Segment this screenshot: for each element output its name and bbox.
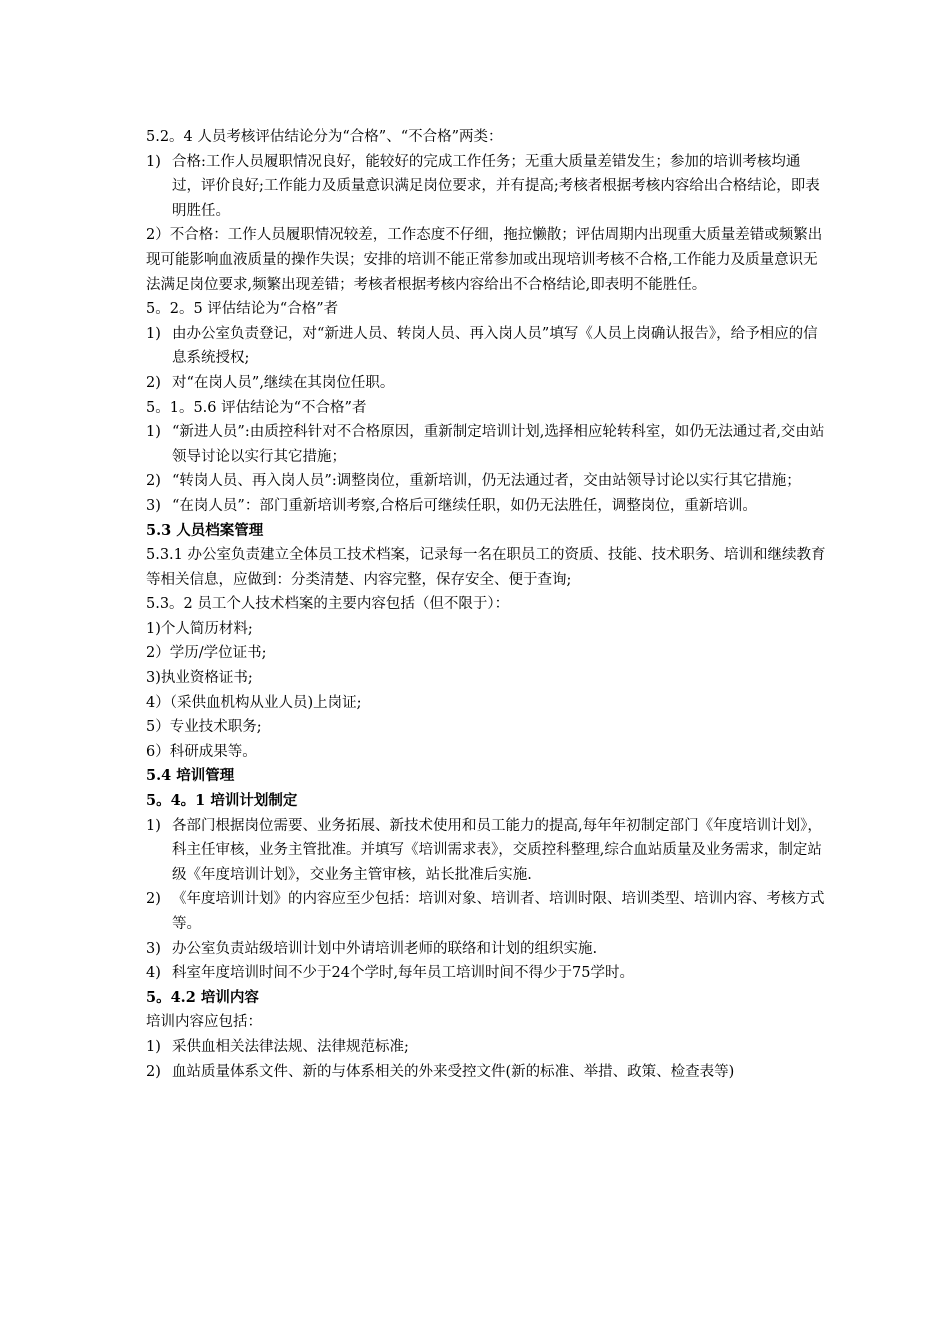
list-number: 1) — [146, 325, 161, 342]
clause-5-3-1: 5.3.1 办公室负责建立全体员工技术档案，记录每一名在职员工的资质、技能、技术职务、培训和继续教育等相关信息，应做到：分类清楚、内容完整，保存安全、便于查询; — [146, 547, 826, 588]
list-item — [146, 1035, 826, 1060]
list-number: 4) — [146, 965, 161, 982]
list-item — [146, 469, 826, 494]
paragraph: 培训内容应包括： — [146, 1014, 262, 1031]
archive-item: 2）学历/学位证书; — [146, 645, 267, 662]
list-text: 采供血相关法律法规、法律规范标准; — [172, 1038, 409, 1055]
list-item — [146, 1060, 826, 1085]
section-heading-5-4: 5.4 培训管理 — [146, 767, 235, 785]
list-text: “在岗人员”：部门重新培训考察,合格后可继续任职，如仍无法胜任，调整岗位，重新培训。 — [172, 497, 757, 514]
clause-5-3-2: 5.3。2 员工个人技术档案的主要内容包括（但不限于）： — [146, 596, 510, 613]
subsection-heading-5-4-2: 5。4.2 培训内容 — [146, 988, 259, 1006]
list-text: 合格:工作人员履职情况良好，能较好的完成工作任务；无重大质量差错发生；参加的培训考核均通过，评价良好;工作能力及质量意识满足岗位要求，并有提高;考核者根据考核内容给出合格结论，即表明胜任。 — [172, 153, 820, 219]
list-number: 2) — [146, 1063, 161, 1080]
list-text: “转岗人员、再入岗人员”:调整岗位，重新培训，仍无法通过者，交由站领导讨论以实行其它措施； — [172, 473, 801, 490]
list-item — [146, 937, 826, 962]
section-heading-5-3: 5.3 人员档案管理 — [146, 521, 264, 539]
list-number: 1) — [146, 424, 161, 441]
clause-5-2-5: 5。2。5 评估结论为“合格”者 — [146, 301, 339, 318]
list-item — [146, 371, 826, 396]
list-text: 《年度培训计划》的内容应至少包括：培训对象、培训者、培训时限、培训类型、培训内容、考核方式等。 — [172, 891, 825, 932]
list-number: 2) — [146, 473, 161, 490]
list-number: 1) — [146, 817, 161, 834]
list-text: 由办公室负责登记，对“新进人员、转岗人员、再入岗人员”填写《人员上岗确认报告》，给予相应的信息系统授权; — [172, 325, 818, 367]
clause-5-2-4: 5.2。4 人员考核评估结论分为“合格”、“不合格”两类： — [146, 129, 503, 145]
list-item — [146, 420, 826, 469]
archive-item: 5）专业技术职务; — [146, 719, 262, 736]
list-text: 科室年度培训时间不少于24个学时,每年员工培训时间不得少于75学时。 — [172, 965, 635, 982]
list-item — [146, 814, 826, 888]
document-body — [146, 125, 826, 1084]
list-item — [146, 322, 826, 371]
list-item — [146, 494, 826, 519]
list-number: 2) — [146, 374, 161, 391]
list-text: 对“在岗人员”,继续在其岗位任职。 — [172, 374, 395, 391]
paragraph: 2）不合格：工作人员履职情况较差，工作态度不仔细，拖拉懒散；评估周期内出现重大质量差错或频繁出现可能影响血液质量的操作失误；安排的培训不能正常参加或出现培训考核不合格,工作能力及质量意识无法满足岗位要求,频繁出现差错；考核者根据考核内容给出不合格结论,即表明不能胜任。 — [146, 227, 823, 293]
list-item — [146, 887, 826, 936]
list-number: 3) — [146, 497, 161, 514]
list-number: 1) — [146, 1038, 161, 1055]
archive-item: 3)执业资格证书; — [146, 670, 253, 687]
archive-item: 6）科研成果等。 — [146, 743, 257, 760]
list-item — [146, 961, 826, 986]
list-text: 办公室负责站级培训计划中外请培训老师的联络和计划的组织实施. — [172, 940, 598, 957]
list-item — [146, 150, 826, 224]
archive-item: 1)个人简历材料; — [146, 620, 253, 637]
list-number: 3) — [146, 940, 161, 957]
subsection-heading-5-4-1: 5。4。1 培训计划制定 — [146, 792, 298, 810]
list-text: “新进人员”:由质控科针对不合格原因，重新制定培训计划,选择相应轮转科室，如仍无法通过者,交由站领导讨论以实行其它措施； — [172, 424, 825, 465]
list-text: 血站质量体系文件、新的与体系相关的外来受控文件(新的标准、举措、政策、检查表等) — [172, 1063, 735, 1080]
list-number: 1) — [146, 153, 161, 170]
archive-item: 4）（采供血机构从业人员)上岗证; — [146, 694, 362, 711]
list-number: 2) — [146, 891, 161, 908]
list-text: 各部门根据岗位需要、业务拓展、新技术使用和员工能力的提高,每年年初制定部门《年度培训计划》，科主任审核，业务主管批准。并填写《培训需求表》，交质控科整理,综合血站质量及业务需求，制定站级《年度培训计划》，交业务主管审核，站长批准后实施. — [172, 817, 822, 883]
clause-5-1-5-6: 5。1。5.6 评估结论为“不合格”者 — [146, 399, 367, 416]
